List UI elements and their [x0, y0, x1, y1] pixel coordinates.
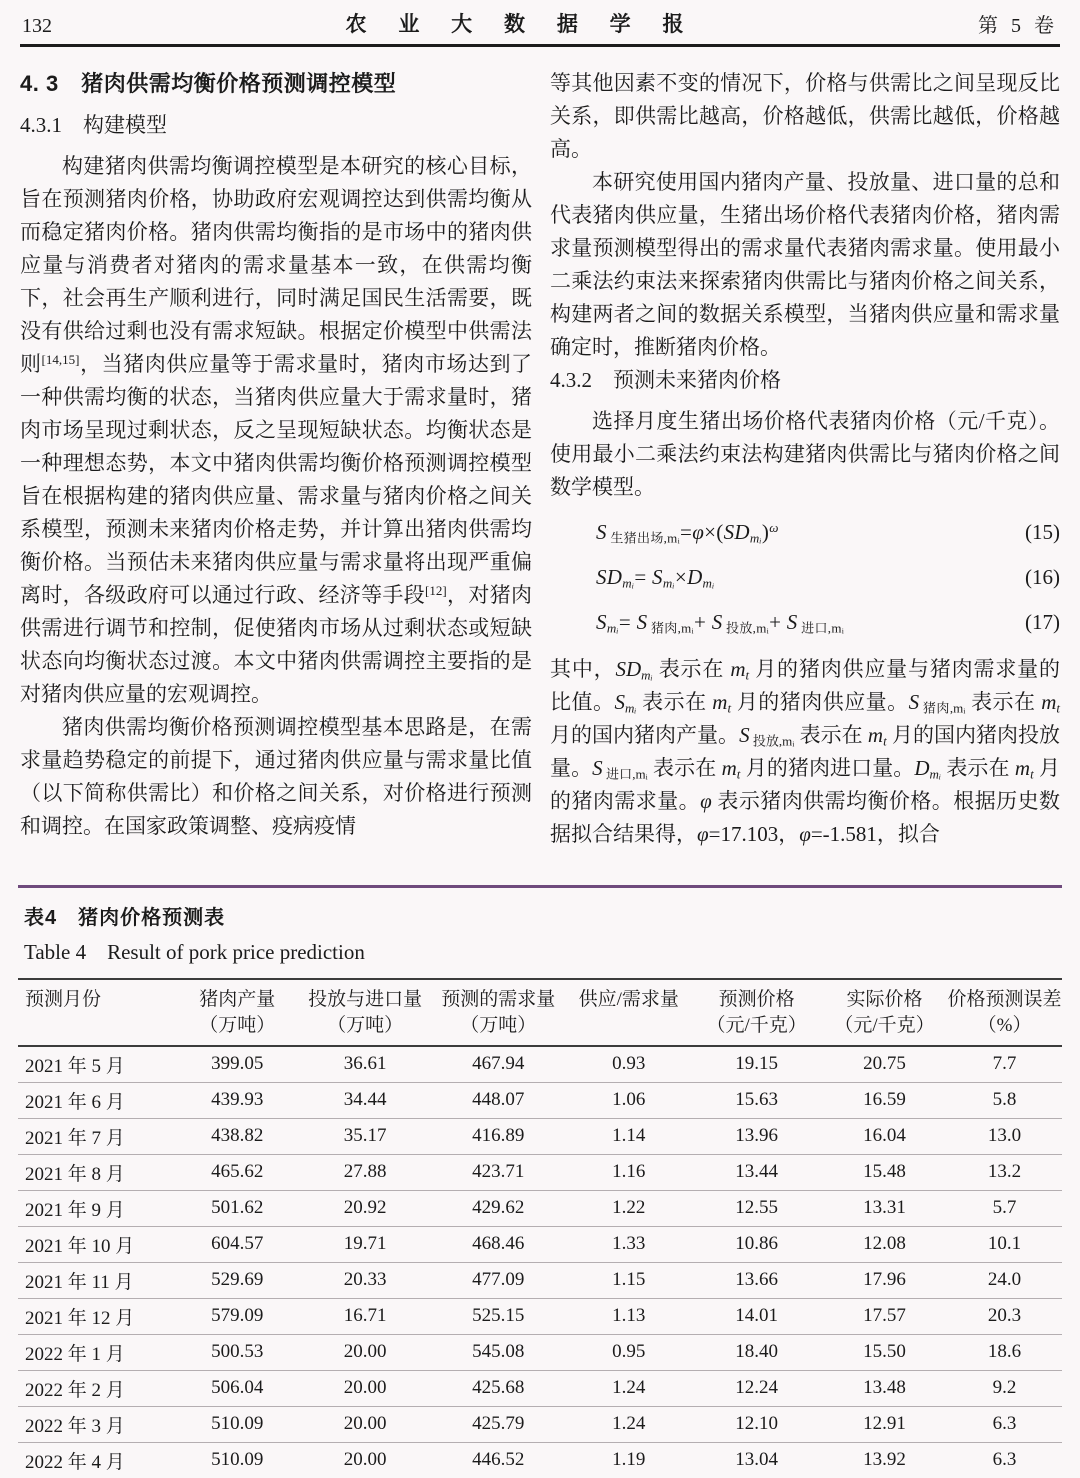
column-header [822, 979, 947, 1046]
value-cell: 20.33 [343, 1269, 387, 1290]
value-cell: 16.71 [343, 1305, 387, 1326]
month-cell: 2021 年 9 月 [25, 1199, 125, 1221]
table-row [18, 1046, 1062, 1082]
value-cell: 425.68 [472, 1377, 525, 1398]
value-cell: 423.71 [472, 1161, 525, 1182]
value-cell: 1.14 [612, 1125, 646, 1146]
table-header-row [18, 979, 1062, 1046]
price-table-body [18, 1046, 1062, 1478]
value-cell: 15.50 [863, 1341, 906, 1362]
section-heading-4-3: 4. 3 猪肉供需均衡价格预测调控模型 [20, 71, 397, 96]
value-cell: 604.57 [211, 1233, 264, 1254]
value-cell: 438.82 [211, 1125, 264, 1146]
month-cell: 2021 年 8 月 [25, 1163, 125, 1185]
value-cell: 1.13 [612, 1305, 646, 1326]
subsection-heading-4-3-2: 4.3.2 预测未来猪肉价格 [550, 368, 781, 392]
value-cell: 27.88 [343, 1161, 387, 1182]
value-cell: 13.66 [735, 1269, 778, 1290]
table-section [0, 885, 1080, 1478]
value-cell: 0.93 [612, 1053, 646, 1075]
value-cell: 416.89 [472, 1125, 525, 1146]
table-row [18, 1442, 1062, 1478]
paragraph: 其中，$SD_{mᵢ}$ 表示在 $m_t$ 月的猪肉供应量与猪肉需求量的比值。$S_{mᵢ}$ 表示在 $m_t$ 月的猪肉供应量。S $_{猪肉,mᵢ}$ 表示在 $m_t$ 月的国内猪肉产量。S $_{投放,mᵢ}$ 表示在 $m_t$ 月的国内猪肉投放量。S $_{进口,mᵢ}$ 表示在 $m_t$ 月的猪肉进口量。$D_{mᵢ}$ 表示在 $m_t$ 月的猪肉需求量。φ 表示猪肉供需均衡价格。根据历史数据拟合结果得，φ=17.103，φ=-1.581，拟合 [550, 657, 1061, 846]
column-unit: （元/千克） [706, 1015, 807, 1036]
month-cell: 2021 年 11 月 [25, 1271, 134, 1293]
value-cell: 448.07 [472, 1089, 525, 1110]
paragraph: 选择月度生猪出场价格代表猪肉价格（元/千克）。使用最小二乘法约束法构建猪肉供需比与猪肉价格之间数学模型。 [550, 409, 1060, 499]
column-label: 供应/需求量 [578, 989, 679, 1010]
value-cell: 18.40 [735, 1341, 778, 1362]
value-cell: 510.09 [211, 1413, 264, 1434]
value-cell: 468.46 [472, 1233, 525, 1254]
value-cell: 14.01 [735, 1305, 778, 1326]
paragraph: 等其他因素不变的情况下，价格与供需比之间呈现反比关系，即供需比越高，价格越低，供需比越低，价格越高。 [550, 71, 1060, 161]
equation-17 [550, 608, 1060, 637]
value-cell: 425.79 [472, 1413, 525, 1434]
value-cell: 20.00 [343, 1413, 387, 1434]
value-cell: 1.22 [612, 1197, 646, 1218]
value-cell: 13.2 [987, 1161, 1022, 1182]
value-cell: 13.31 [863, 1197, 906, 1218]
running-head [0, 0, 1080, 42]
two-column-body [0, 47, 1080, 875]
column-header [430, 979, 566, 1046]
month-cell: 2021 年 10 月 [25, 1235, 135, 1257]
column-label: 猪肉产量 [199, 989, 276, 1010]
value-cell: 35.17 [343, 1125, 387, 1146]
month-cell: 2021 年 5 月 [25, 1055, 125, 1077]
value-cell: 510.09 [211, 1449, 264, 1471]
month-cell: 2022 年 2 月 [25, 1379, 125, 1401]
column-header [691, 979, 822, 1046]
value-cell: 6.3 [992, 1449, 1017, 1471]
month-cell: 2021 年 6 月 [25, 1091, 125, 1113]
table-row [18, 1082, 1062, 1118]
column-label: 实际价格 [846, 989, 923, 1010]
equation-number: (16) [1025, 565, 1060, 589]
value-cell: 1.24 [612, 1377, 646, 1398]
month-cell: 2022 年 1 月 [25, 1343, 125, 1365]
equation-15 [550, 518, 1060, 547]
value-cell: 10.86 [735, 1233, 778, 1254]
value-cell: 12.91 [863, 1413, 906, 1434]
value-cell: 12.24 [735, 1377, 778, 1398]
value-cell: 501.62 [211, 1197, 264, 1218]
left-column [20, 67, 532, 875]
value-cell: 1.06 [612, 1089, 646, 1110]
month-cell: 2022 年 3 月 [25, 1415, 125, 1437]
month-cell: 2022 年 4 月 [25, 1451, 125, 1473]
value-cell: 10.1 [987, 1233, 1022, 1254]
value-cell: 446.52 [472, 1449, 525, 1471]
value-cell: 506.04 [211, 1377, 264, 1398]
value-cell: 5.7 [992, 1197, 1017, 1218]
equation-body: $SD_{mᵢ}= S_{mᵢ}\times D_{mᵢ}$ [596, 565, 715, 591]
subsection-heading-4-3-1: 4.3.1 构建模型 [20, 113, 167, 137]
value-cell: 15.48 [863, 1161, 906, 1182]
column-label: 预测价格 [718, 989, 795, 1010]
table-row [18, 1118, 1062, 1154]
value-cell: 13.48 [863, 1377, 906, 1398]
page-number: 132 [22, 15, 52, 37]
value-cell: 477.09 [472, 1269, 525, 1290]
value-cell: 16.04 [863, 1125, 906, 1146]
value-cell: 24.0 [987, 1269, 1022, 1290]
value-cell: 9.2 [992, 1377, 1017, 1398]
table-row [18, 1190, 1062, 1226]
value-cell: 1.16 [612, 1161, 646, 1182]
column-unit: （%） [977, 1015, 1032, 1036]
equation-number: (15) [1025, 520, 1060, 544]
value-cell: 5.8 [992, 1089, 1017, 1110]
table-row [18, 1334, 1062, 1370]
column-header [947, 979, 1062, 1046]
value-cell: 17.57 [863, 1305, 906, 1326]
value-cell: 19.71 [343, 1233, 387, 1254]
column-label: 预测的需求量 [441, 989, 556, 1010]
table-caption-cn: 表4 猪肉价格预测表 [24, 907, 226, 929]
value-cell: 6.3 [992, 1413, 1017, 1434]
month-cell: 2021 年 7 月 [25, 1127, 125, 1149]
paragraph: 构建猪肉供需均衡调控模型是本研究的核心目标，旨在预测猪肉价格，协助政府宏观调控达到供需均衡从而稳定猪肉价格。猪肉供需均衡指的是市场中的猪肉供应量与消费者对猪肉的需求量基本一致，在供需均衡下，社会再生产顺利进行，同时满足国民生活需要，既没有供给过剩也没有需求短缺。根据定价模型中供需法则[14,15]，当猪肉供应量等于需求量时，猪肉市场达到了一种供需均衡的状态，当猪肉供应量大于需求量时，猪肉市场呈现过剩状态，反之呈现短缺状态。均衡状态是一种理想态势，本文中猪肉供需均衡价格预测调控模型旨在根据构建的猪肉供应量、需求量与猪肉价格之间关系模型，预测未来猪肉价格走势，并计算出猪肉供需均衡价格。当预估未来猪肉供应量与需求量将出现严重偏离时，各级政府可以通过行政、经济等手段[12]，对猪肉供需进行调节和控制，促使猪肉市场从过剩状态或短缺状态向均衡状态过渡。本文中猪肉供需调控主要指的是对猪肉供应量的宏观调控。 [20, 154, 533, 706]
table-row [18, 1262, 1062, 1298]
value-cell: 439.93 [211, 1089, 264, 1110]
table-caption-en: Table 4 Result of pork price prediction [24, 940, 365, 964]
paragraph: 猪肉供需均衡价格预测调控模型基本思路是，在需求量趋势稳定的前提下，通过猪肉供应量与需求量比值（以下简称供需比）和价格之间关系，对价格进行预测和调控。在国家政策调整、疫病疫情 [20, 715, 532, 838]
value-cell: 429.62 [472, 1197, 525, 1218]
paragraph: 本研究使用国内猪肉产量、投放量、进口量的总和代表猪肉供应量，生猪出场价格代表猪肉价格，猪肉需求量预测模型得出的需求量代表猪肉需求量。使用最小二乘法约束法来探索猪肉供需比与猪肉价格之间关系，构建两者之间的数据关系模型，当猪肉供应量和需求量确定时，推断猪肉价格。 [550, 170, 1060, 359]
value-cell: 500.53 [211, 1341, 264, 1362]
value-cell: 525.15 [472, 1305, 525, 1326]
table-row [18, 1298, 1062, 1334]
equation-body: $S_{mᵢ}= S$ $_{猪肉,mᵢ}$+ S $_{投放,mᵢ}$+ S $_{进口,mᵢ}$ [596, 610, 845, 636]
value-cell: 1.19 [612, 1449, 646, 1471]
value-cell: 20.00 [343, 1341, 387, 1362]
value-cell: 17.96 [863, 1269, 906, 1290]
price-prediction-table [18, 978, 1062, 1478]
column-header [175, 979, 300, 1046]
column-header [566, 979, 691, 1046]
value-cell: 1.33 [612, 1233, 646, 1254]
table-row [18, 1406, 1062, 1442]
value-cell: 18.6 [987, 1341, 1022, 1362]
equation-body: S $_{生猪出场,mᵢ}=\varphi\times(SD_{mᵢ})^\omega$ [596, 519, 779, 546]
value-cell: 12.10 [735, 1413, 778, 1434]
column-header [18, 979, 175, 1046]
value-cell: 20.92 [343, 1197, 387, 1218]
value-cell: 12.55 [735, 1197, 778, 1218]
table-header [18, 979, 1062, 1046]
equation-16 [550, 563, 1060, 592]
column-header [300, 979, 431, 1046]
value-cell: 20.00 [343, 1449, 387, 1471]
value-cell: 13.44 [735, 1161, 778, 1182]
value-cell: 13.04 [735, 1449, 778, 1471]
equation-block [550, 518, 1060, 637]
value-cell: 19.15 [735, 1053, 778, 1075]
table-row [18, 1154, 1062, 1190]
value-cell: 1.15 [612, 1269, 646, 1290]
value-cell: 0.95 [612, 1341, 646, 1362]
table-row [18, 1226, 1062, 1262]
value-cell: 1.24 [612, 1413, 646, 1434]
value-cell: 13.0 [987, 1125, 1022, 1146]
value-cell: 579.09 [211, 1305, 264, 1326]
volume-label: 第 5 卷 [977, 15, 1058, 37]
value-cell: 20.75 [863, 1053, 906, 1075]
value-cell: 545.08 [472, 1341, 525, 1362]
column-unit: （元/千克） [834, 1015, 935, 1036]
value-cell: 467.94 [472, 1053, 525, 1075]
value-cell: 13.96 [735, 1125, 778, 1146]
right-column [550, 67, 1060, 875]
value-cell: 16.59 [863, 1089, 906, 1110]
column-label: 预测月份 [25, 989, 102, 1010]
table-row [18, 1370, 1062, 1406]
column-unit: （万吨） [199, 1015, 276, 1036]
value-cell: 34.44 [343, 1089, 387, 1110]
value-cell: 529.69 [211, 1269, 264, 1290]
value-cell: 20.3 [987, 1305, 1022, 1326]
column-label: 价格预测误差 [947, 989, 1062, 1010]
column-unit: （万吨） [327, 1015, 404, 1036]
equation-number: (17) [1025, 610, 1060, 634]
column-unit: （万吨） [460, 1015, 537, 1036]
month-cell: 2021 年 12 月 [25, 1307, 135, 1329]
value-cell: 7.7 [992, 1053, 1017, 1075]
column-label: 投放与进口量 [308, 989, 423, 1010]
price-table-wrap [18, 978, 1062, 1478]
value-cell: 15.63 [735, 1089, 778, 1110]
value-cell: 20.00 [343, 1377, 387, 1398]
value-cell: 399.05 [211, 1053, 264, 1075]
value-cell: 13.92 [863, 1449, 906, 1471]
value-cell: 12.08 [863, 1233, 906, 1254]
journal-title: 农 业 大 数 据 学 报 [345, 13, 697, 36]
value-cell: 36.61 [343, 1053, 387, 1075]
value-cell: 465.62 [211, 1161, 264, 1182]
